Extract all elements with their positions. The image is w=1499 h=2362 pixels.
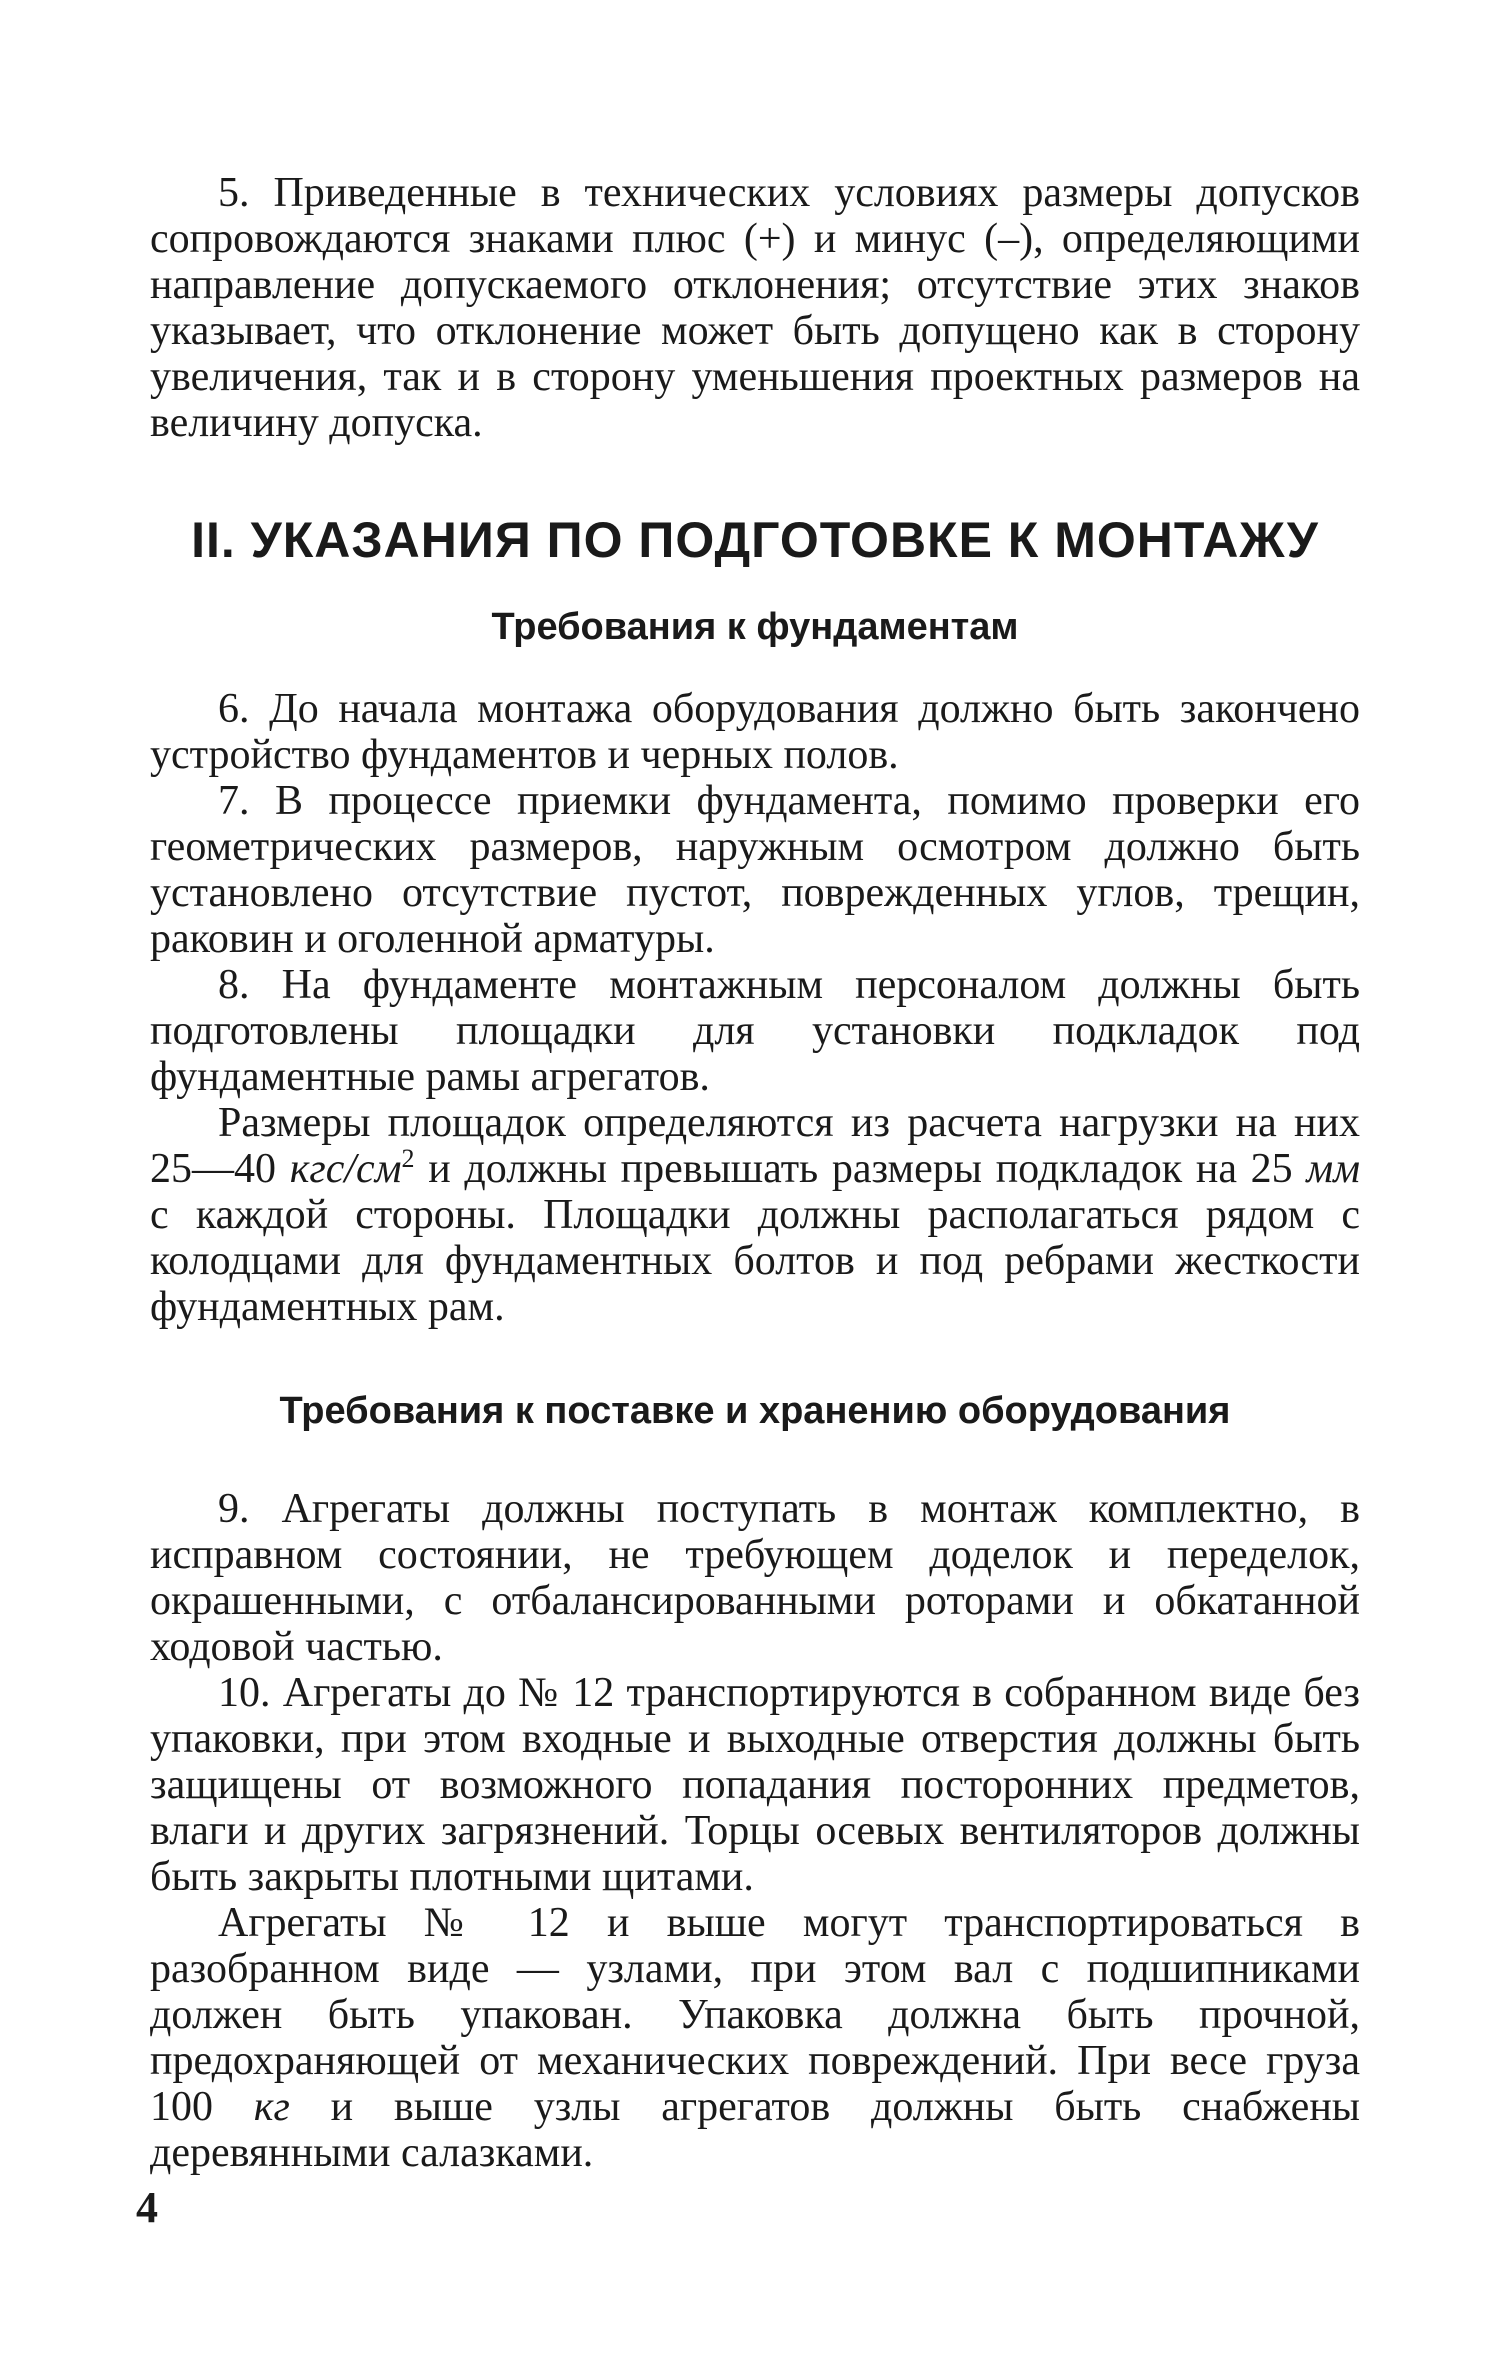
page-number: 4 — [136, 2183, 158, 2232]
paragraph-9: 9. Агрегаты должны поступать в монтаж комплектно, в исправном состоянии, не требующем доделок и переделок, окрашенными, с отбалансированными роторами и обкатанной ходовой частью. — [150, 1486, 1360, 1670]
paragraph-7: 7. В процессе приемки фундамента, помимо проверки его геометрических размеров, наружным осмотром должно быть установлено отсутствие пустот, поврежденных углов, трещин, раковин и оголенной арматуры. — [150, 778, 1360, 962]
text-run: с каждой стороны. Площадки должны располагаться рядом с колодцами для фундаментных болтов и под ребрами жесткости фундаментных рам. — [150, 1192, 1360, 1330]
text-run: Размеры площадок определяются из расчета нагрузки на них 25—40 — [150, 1100, 1360, 1192]
text-run: и выше узлы агрегатов должны быть снабжены деревянными салазками. — [150, 2084, 1361, 2176]
paragraph-8-continued — [150, 1100, 1360, 1330]
document-page — [150, 170, 1360, 2176]
unit-kg: кг — [253, 2084, 290, 2130]
unit-kgs-cm: кгс/см — [289, 1146, 402, 1192]
chapter-heading: II. УКАЗАНИЯ ПО ПОДГОТОВКЕ К МОНТАЖУ — [191, 512, 1319, 568]
paragraph-10: 10. Агрегаты до № 12 транспортируются в собранном виде без упаковки, при этом входные и выходные отверстия должны быть защищены от возможного попадания посторонних предметов, влаги и других загрязнений. Торцы осевых вентиляторов должны быть закрыты плотными щитами. — [150, 1670, 1360, 1900]
text-run: и должны превышать размеры подкладок на 25 — [414, 1146, 1307, 1192]
paragraph-6: 6. До начала монтажа оборудования должно быть закончено устройство фундаментов и черных полов. — [150, 686, 1360, 778]
unit-superscript: 2 — [401, 1144, 415, 1173]
section-heading-delivery-storage: Требования к поставке и хранению оборудования — [279, 1390, 1231, 1432]
paragraph-8: 8. На фундаменте монтажным персоналом должны быть подготовлены площадки для установки подкладок под фундаментные рамы агрегатов. — [150, 962, 1360, 1100]
paragraph-5: 5. Приведенные в технических условиях размеры допусков сопровождаются знаками плюс (+) и минус (–), определяющими направление допускаемого отклонения; отсутствие этих знаков указывает, что отклонение может быть допущено как в сторону увеличения, так и в сторону уменьшения проектных размеров на величину допуска. — [150, 170, 1360, 446]
unit-mm: мм — [1306, 1146, 1360, 1192]
section-heading-foundations: Требования к фундаментам — [491, 606, 1019, 648]
paragraph-10-continued — [150, 1900, 1360, 2176]
text-run: Агрегаты № 12 и выше могут транспортироваться в разобранном виде — узлами, при этом вал с подшипниками должен быть упакован. Упаковка должна быть прочной, предохраняющей от механических повреждений. При весе груза 100 — [150, 1900, 1360, 2130]
